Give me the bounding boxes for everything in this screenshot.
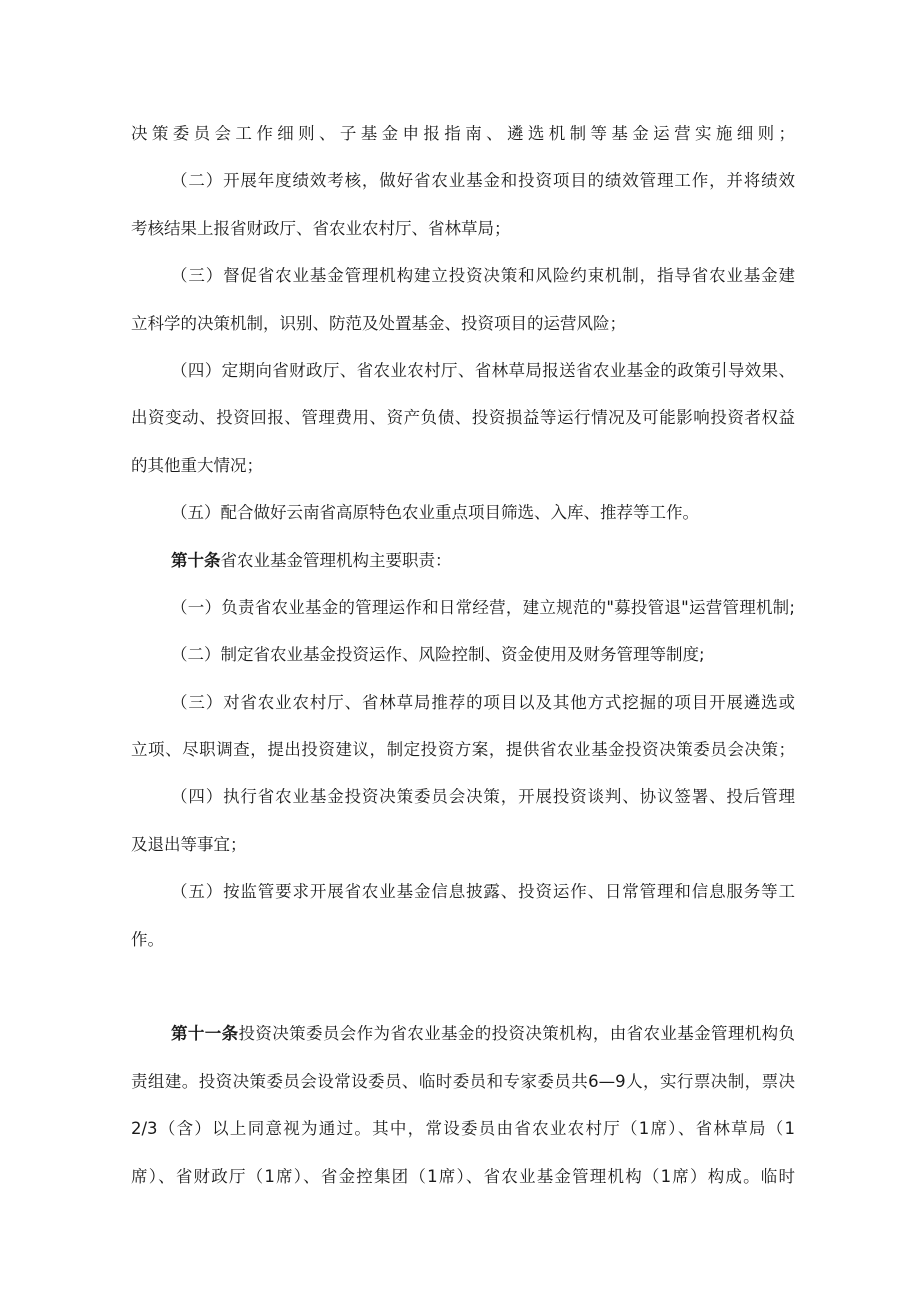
text-line: 决策委员会工作细则、子基金申报指南、遴选机制等基金运营实施细则； [131, 124, 795, 143]
text-line: 出资变动、投资回报、管理费用、资产负债、投资损益等运行情况及可能影响投资者权益 [131, 408, 795, 428]
document-body [131, 116, 795, 1206]
text-line: （五）配合做好云南省高原特色农业重点项目筛选、入库、推荐等工作。 [171, 503, 699, 523]
text-line: 席）、省财政厅（1席）、省金控集团（1席）、省农业基金管理机构（1席）构成。临时 [131, 1166, 795, 1186]
text-line: 2/3（含）以上同意视为通过。其中，常设委员由省农业农村厅（1席）、省林草局（1 [131, 1119, 795, 1139]
text-line: 及退出等事宜； [131, 834, 247, 854]
text-line: （三）对省农业农村厅、省林草局推荐的项目以及其他方式挖掘的项目开展遴选或 [171, 692, 795, 712]
text-line: 立项、尽职调查，提出投资建议，制定投资方案，提供省农业基金投资决策委员会决策； [131, 740, 795, 760]
article-10-label: 第十条 [171, 550, 221, 570]
article-10-heading [131, 543, 795, 590]
text-line: （五）按监管要求开展省农业基金信息披露、投资运作、日常管理和信息服务等工 [171, 882, 795, 902]
text-line: 考核结果上报省财政厅、省农业农村厅、省林草局； [131, 218, 511, 238]
article-11-text: 投资决策委员会作为省农业基金的投资决策机构，由省农业基金管理机构负 [238, 1024, 795, 1044]
text-line: 立科学的决策机制，识别、防范及处置基金、投资项目的运营风险； [131, 313, 626, 333]
text-line: 责组建。投资决策委员会设常设委员、临时委员和专家委员共6—9人，实行票决制，票决 [131, 1071, 795, 1091]
text-line: 作。 [131, 929, 164, 949]
article-11-label: 第十一条 [171, 1024, 239, 1044]
paragraph-spacer [131, 969, 795, 1016]
text-line: （四）定期向省财政厅、省农业农村厅、省林草局报送省农业基金的政策引导效果、 [171, 360, 795, 380]
article-11-heading [131, 1016, 795, 1063]
text-line: （二）开展年度绩效考核，做好省农业基金和投资项目的绩效管理工作，并将绩效 [171, 171, 795, 191]
text-line: 的其他重大情况； [131, 455, 263, 475]
article-10-text: 省农业基金管理机构主要职责： [220, 550, 452, 570]
text-line: （二）制定省农业基金投资运作、风险控制、资金使用及财务管理等制度; [171, 645, 705, 665]
text-line: （三）督促省农业基金管理机构建立投资决策和风险约束机制，指导省农业基金建 [171, 266, 795, 286]
text-line: （四）执行省农业基金投资决策委员会决策，开展投资谈判、协议签署、投后管理 [171, 787, 795, 807]
text-line: （一）负责省农业基金的管理运作和日常经营，建立规范的"募投管退"运营管理机制; [171, 597, 795, 617]
